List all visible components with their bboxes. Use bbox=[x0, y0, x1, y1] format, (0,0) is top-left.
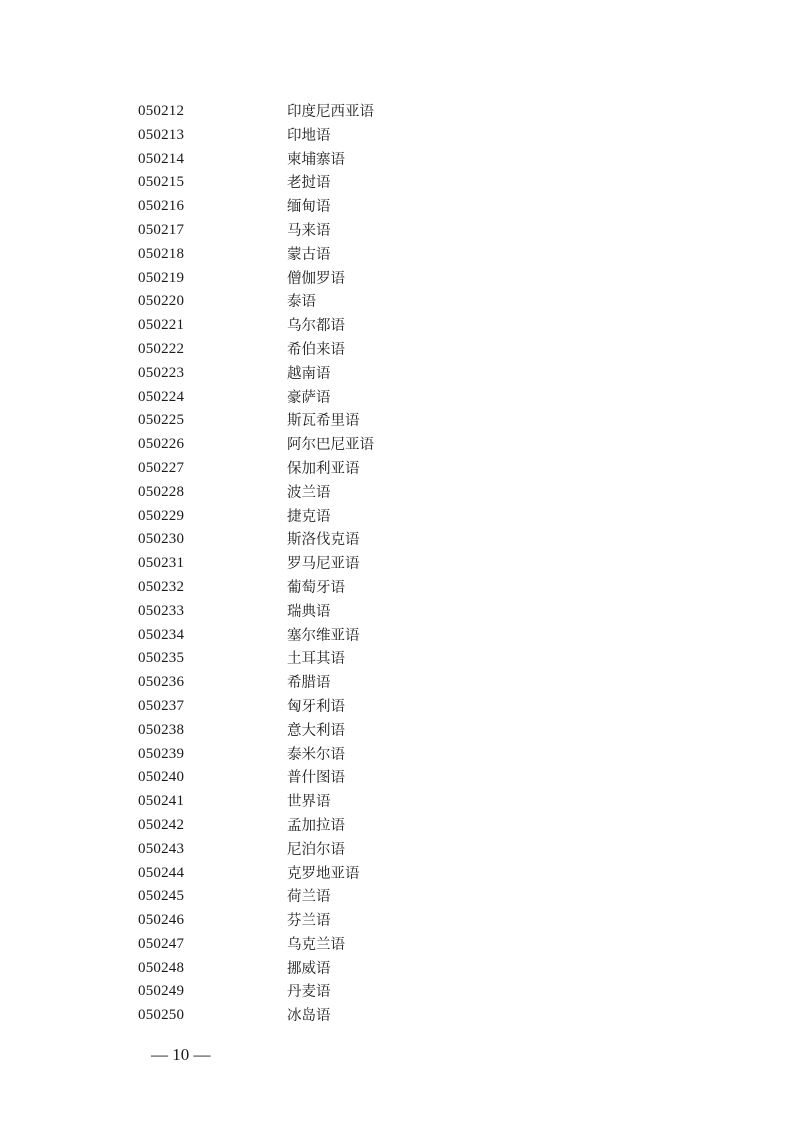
major-name: 芬兰语 bbox=[287, 913, 331, 930]
major-code: 050242 bbox=[138, 816, 185, 833]
list-item bbox=[0, 625, 800, 649]
major-name: 老挝语 bbox=[287, 175, 331, 192]
page-number: — 10 — bbox=[151, 1045, 211, 1064]
list-item bbox=[0, 839, 800, 863]
major-code: 050227 bbox=[138, 459, 185, 476]
major-name: 乌克兰语 bbox=[287, 936, 345, 953]
major-code: 050224 bbox=[138, 388, 185, 405]
major-name: 希腊语 bbox=[287, 675, 331, 692]
major-name: 普什图语 bbox=[287, 770, 345, 787]
major-code: 050214 bbox=[138, 150, 185, 167]
major-name: 荷兰语 bbox=[287, 889, 331, 906]
major-name: 马来语 bbox=[287, 222, 331, 239]
major-code: 050216 bbox=[138, 198, 185, 215]
major-name: 蒙古语 bbox=[287, 246, 331, 263]
list-item bbox=[0, 577, 800, 601]
list-item bbox=[0, 149, 800, 173]
list-item bbox=[0, 291, 800, 315]
major-name: 瑞典语 bbox=[287, 603, 331, 620]
list-item bbox=[0, 934, 800, 958]
major-name: 柬埔寨语 bbox=[287, 151, 345, 168]
major-code: 050234 bbox=[138, 626, 185, 643]
major-code-list bbox=[0, 101, 800, 1029]
list-item bbox=[0, 315, 800, 339]
list-item bbox=[0, 744, 800, 768]
list-item bbox=[0, 648, 800, 672]
major-name: 斯瓦希里语 bbox=[287, 413, 360, 430]
major-code: 050247 bbox=[138, 935, 185, 952]
major-code: 050230 bbox=[138, 531, 185, 548]
major-name: 越南语 bbox=[287, 365, 331, 382]
list-item bbox=[0, 220, 800, 244]
list-item bbox=[0, 410, 800, 434]
list-item bbox=[0, 529, 800, 553]
list-item bbox=[0, 910, 800, 934]
major-code: 050220 bbox=[138, 293, 185, 310]
list-item bbox=[0, 268, 800, 292]
list-item bbox=[0, 863, 800, 887]
major-name: 乌尔都语 bbox=[287, 318, 345, 335]
major-name: 葡萄牙语 bbox=[287, 579, 345, 596]
list-item bbox=[0, 458, 800, 482]
major-code: 050235 bbox=[138, 650, 185, 667]
list-item bbox=[0, 553, 800, 577]
major-code: 050225 bbox=[138, 412, 185, 429]
major-name: 塞尔维亚语 bbox=[287, 627, 360, 644]
major-code: 050218 bbox=[138, 245, 185, 262]
major-name: 克罗地亚语 bbox=[287, 865, 360, 882]
list-item bbox=[0, 172, 800, 196]
major-code: 050223 bbox=[138, 364, 185, 381]
major-code: 050238 bbox=[138, 721, 185, 738]
major-name: 世界语 bbox=[287, 794, 331, 811]
major-code: 050236 bbox=[138, 674, 185, 691]
major-name: 罗马尼亚语 bbox=[287, 556, 360, 573]
major-code: 050249 bbox=[138, 983, 185, 1000]
major-name: 挪威语 bbox=[287, 960, 331, 977]
major-name: 泰米尔语 bbox=[287, 746, 345, 763]
major-code: 050219 bbox=[138, 269, 185, 286]
major-code: 050217 bbox=[138, 221, 185, 238]
major-code: 050228 bbox=[138, 483, 185, 500]
major-code: 050243 bbox=[138, 840, 185, 857]
list-item bbox=[0, 601, 800, 625]
list-item bbox=[0, 339, 800, 363]
list-item bbox=[0, 196, 800, 220]
list-item bbox=[0, 791, 800, 815]
list-item bbox=[0, 696, 800, 720]
major-name: 尼泊尔语 bbox=[287, 841, 345, 858]
list-item bbox=[0, 1005, 800, 1029]
list-item bbox=[0, 886, 800, 910]
major-name: 孟加拉语 bbox=[287, 817, 345, 834]
list-item bbox=[0, 244, 800, 268]
list-item bbox=[0, 482, 800, 506]
major-code: 050237 bbox=[138, 697, 185, 714]
major-code: 050222 bbox=[138, 340, 185, 357]
major-name: 缅甸语 bbox=[287, 199, 331, 216]
major-code: 050226 bbox=[138, 436, 185, 453]
list-item bbox=[0, 815, 800, 839]
major-code: 050248 bbox=[138, 959, 185, 976]
major-code: 050244 bbox=[138, 864, 185, 881]
major-code: 050246 bbox=[138, 912, 185, 929]
list-item bbox=[0, 720, 800, 744]
major-code: 050232 bbox=[138, 578, 185, 595]
major-code: 050241 bbox=[138, 793, 185, 810]
list-item bbox=[0, 767, 800, 791]
page-footer bbox=[0, 1044, 360, 1068]
list-item bbox=[0, 981, 800, 1005]
major-name: 阿尔巴尼亚语 bbox=[287, 437, 374, 454]
major-code: 050250 bbox=[138, 1007, 185, 1024]
list-item bbox=[0, 387, 800, 411]
major-code: 050215 bbox=[138, 174, 185, 191]
major-code: 050240 bbox=[138, 769, 185, 786]
major-name: 印度尼西亚语 bbox=[287, 104, 374, 120]
list-item bbox=[0, 672, 800, 696]
major-name: 土耳其语 bbox=[287, 651, 345, 668]
major-name: 捷克语 bbox=[287, 508, 331, 525]
list-item bbox=[0, 958, 800, 982]
major-name: 希伯来语 bbox=[287, 341, 345, 358]
list-item bbox=[0, 363, 800, 387]
major-name: 斯洛伐克语 bbox=[287, 532, 360, 549]
major-code: 050212 bbox=[138, 103, 185, 119]
major-name: 丹麦语 bbox=[287, 984, 331, 1001]
list-item bbox=[0, 434, 800, 458]
major-code: 050239 bbox=[138, 745, 185, 762]
major-name: 意大利语 bbox=[287, 722, 345, 739]
major-code: 050213 bbox=[138, 126, 185, 143]
list-item bbox=[0, 506, 800, 530]
major-name: 匈牙利语 bbox=[287, 698, 345, 715]
major-name: 波兰语 bbox=[287, 484, 331, 501]
list-item bbox=[0, 101, 800, 125]
major-name: 泰语 bbox=[287, 294, 316, 311]
major-code: 050221 bbox=[138, 317, 185, 334]
major-name: 冰岛语 bbox=[287, 1008, 331, 1025]
major-name: 印地语 bbox=[287, 127, 331, 144]
major-code: 050233 bbox=[138, 602, 185, 619]
major-code: 050231 bbox=[138, 555, 185, 572]
major-name: 僧伽罗语 bbox=[287, 270, 345, 287]
major-code: 050245 bbox=[138, 888, 185, 905]
major-code: 050229 bbox=[138, 507, 185, 524]
list-item bbox=[0, 125, 800, 149]
major-name: 豪萨语 bbox=[287, 389, 331, 406]
major-name: 保加利亚语 bbox=[287, 460, 360, 477]
